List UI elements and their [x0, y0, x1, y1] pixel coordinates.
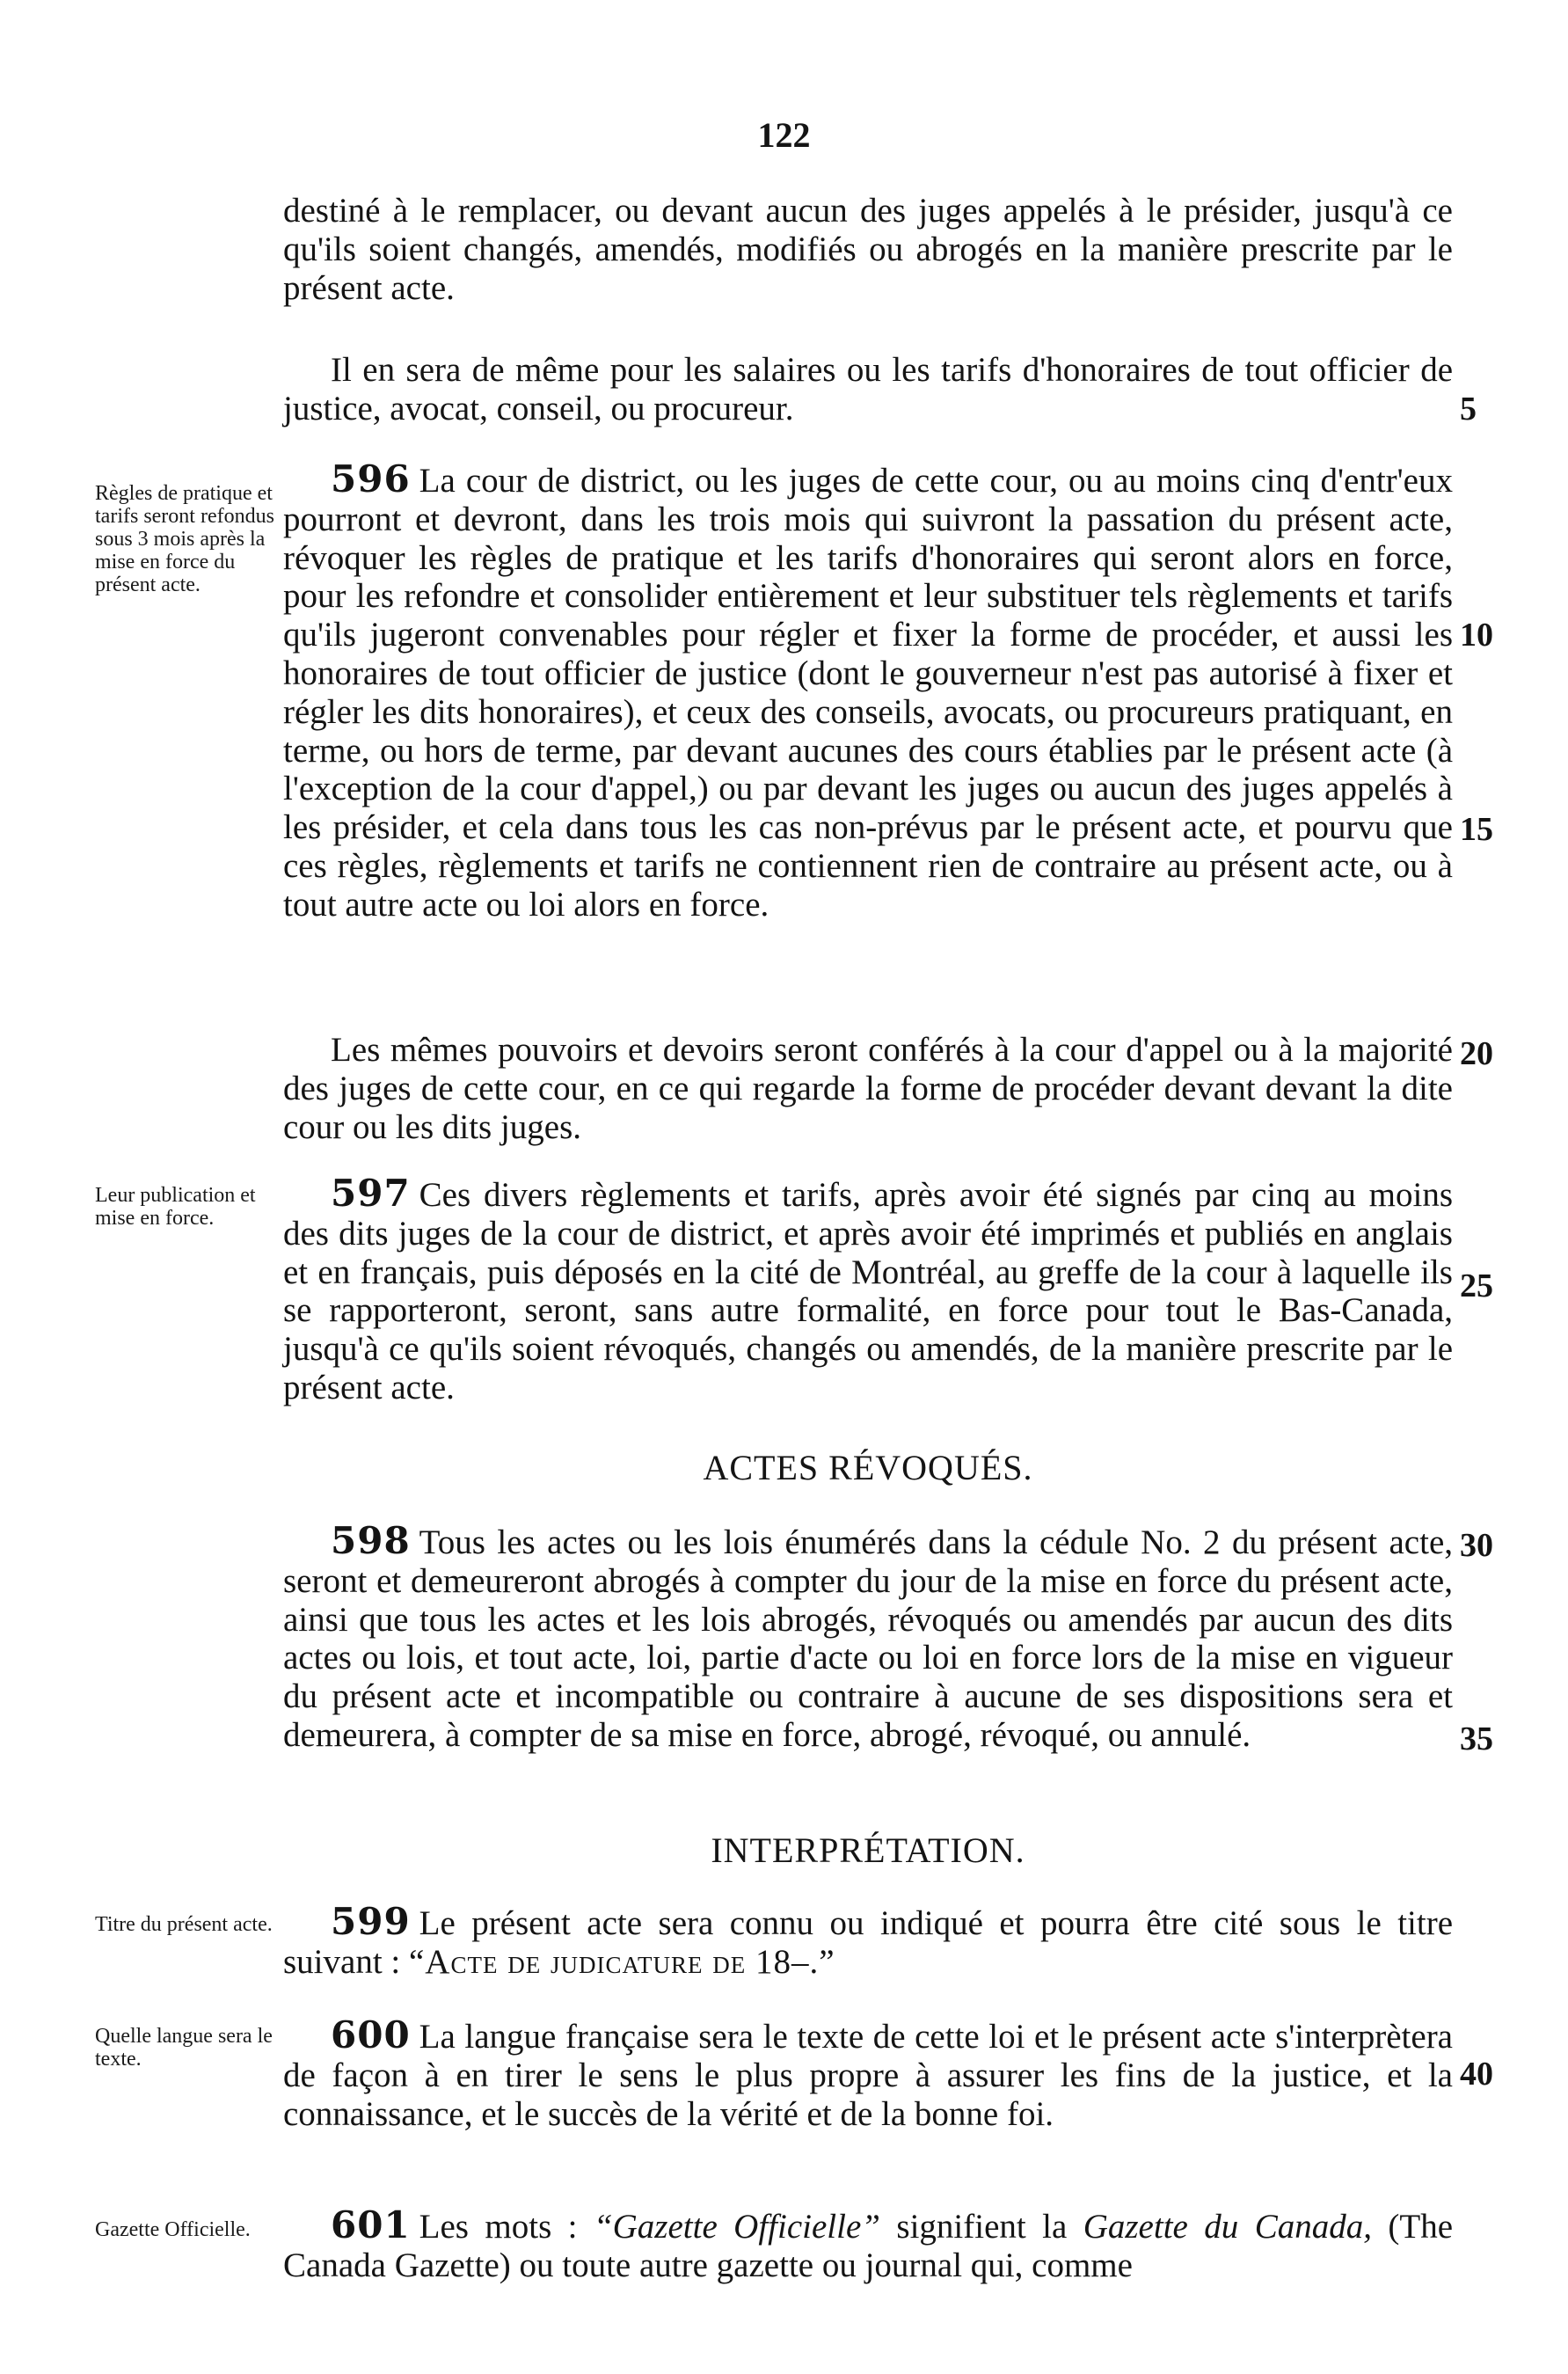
section-text: signifient la: [896, 2208, 1068, 2246]
line-number: 5: [1460, 391, 1477, 427]
act-title: “Acte de judicature de 18–.”: [409, 1942, 835, 1981]
line-number: 40: [1460, 2056, 1493, 2093]
paragraph-continuation: [283, 192, 1453, 307]
line-number: 35: [1460, 1720, 1493, 1757]
section-text: (The Canada Gazette) ou toute autre gazette ou journal qui, comme: [283, 2208, 1454, 2284]
section-number: 596: [331, 457, 411, 500]
section-599: [283, 1900, 1453, 1982]
line-number: 25: [1460, 1267, 1493, 1304]
section-number: 598: [331, 1519, 411, 1562]
section-597: [283, 1174, 1453, 1407]
margin-note-601: Gazette Officielle.: [95, 2218, 251, 2241]
margin-note-600: Quelle langue sera le texte.: [95, 2025, 273, 2071]
page-number: 122: [757, 115, 811, 155]
section-text: La langue française sera le texte de cette loi et le présent acte s'interprètera de façon à en tirer le sens le plus propre à assurer les fins de la justice, et la connaissance, et le succès de la vérité et de la bonne foi.: [283, 2018, 1453, 2133]
section-text: Tous les actes ou les lois énumérés dans la cédule No. 2 du présent acte, seront et demeureront abrogés à compter du jour de la mise en force du présent acte, ainsi que tous les actes et les lois abrogés, révoqués ou amendés par aucun des dits actes ou lois, et tout acte, loi, partie d'acte ou loi en force lors de la mise en vigueur du présent acte et incompatible ou contraire à aucune de ses dispositions sera et demeurera, à compter de sa mise en force, abrogé, révoqué, ou annulé.: [283, 1523, 1453, 1754]
margin-note-597: Leur publication et mise en force.: [95, 1184, 256, 1230]
line-number: 20: [1460, 1035, 1493, 1072]
section-number: 597: [331, 1172, 411, 1215]
margin-note-599: Titre du présent acte.: [95, 1913, 273, 1936]
section-number: 600: [331, 2013, 411, 2056]
gazette-officielle-term: “Gazette Officielle”: [593, 2208, 880, 2246]
section-600: [283, 2013, 1453, 2133]
section-number: 599: [331, 1900, 411, 1943]
paragraph-text: Les mêmes pouvoirs et devoirs seront conférés à la cour d'appel ou à la majorité des juges de cette cour, en ce qui regarde la forme de procéder devant devant la dite cour ou les dits juges.: [283, 1031, 1453, 1146]
heading-interpretation: INTERPRÉTATION.: [711, 1830, 1025, 1870]
paragraph-text: destiné à le remplacer, ou devant aucun des juges appelés à le présider, jusqu'à ce qu'ils soient changés, amendés, modifiés ou abrogés en la manière prescrite par le présent acte.: [283, 192, 1453, 307]
section-598: [283, 1519, 1453, 1755]
section-601: [283, 2203, 1454, 2285]
line-number: 30: [1460, 1527, 1493, 1564]
paragraph-text: Il en sera de même pour les salaires ou les tarifs d'honoraires de tout officier de justice, avocat, conseil, ou procureur.: [283, 351, 1453, 427]
line-number: 10: [1460, 617, 1493, 654]
section-text: Les mots :: [419, 2208, 578, 2246]
line-number: 15: [1460, 811, 1493, 848]
margin-note-596: Règles de pratique et tarifs seront refondus sous 3 mois après la mise en force du présent acte.: [95, 482, 274, 596]
section-text: Le présent acte sera connu ou indiqué et pourra être cité sous le titre suivant :: [283, 1904, 1453, 1981]
gazette-du-canada-term: Gazette du Canada,: [1083, 2208, 1372, 2246]
heading-actes-revoques: ACTES RÉVOQUÉS.: [703, 1448, 1033, 1487]
section-number: 601: [331, 2203, 411, 2246]
section-text: Ces divers règlements et tarifs, après avoir été signés par cinq au moins des dits juges de la cour de district, et après avoir été imprimés et publiés en anglais et en français, puis déposés en la cité de Montréal, au greffe de la cour à laquelle ils se rapporteront, seront, sans autre formalité, en force pour tout le Bas-Canada, jusqu'à ce qu'ils soient révoqués, changés ou amendés, de la manière prescrite par le présent acte.: [283, 1176, 1453, 1406]
section-596: [283, 457, 1453, 924]
paragraph-cour-appel: [283, 1031, 1453, 1146]
section-text: La cour de district, ou les juges de cette cour, ou au moins cinq d'entr'eux pourront et devront, dans les trois mois qui suivront la passation du présent acte, révoquer les règles de pratique et les tarifs d'honoraires qui seront alors en force, pour les refondre et consolider entièrement et leur substituer tels règlements et tarifs qu'ils jugeront convenables pour régler et fixer la forme de procéder, et aussi les honoraires de tout officier de justice (dont le gouverneur n'est pas autorisé à fixer et régler les dits honoraires), et ceux des conseils, avocats, ou procureurs pratiquant, en terme, ou hors de terme, par devant aucunes des cours établies par le présent acte (à l'exception de la cour d'appel,) ou par devant les juges ou aucun des juges appelés à les présider, et cela dans tous les cas non-prévus par le présent acte, et pourvu que ces règles, règlements et tarifs ne contiennent rien de contraire au présent acte, ou à tout autre acte ou loi alors en force.: [283, 462, 1453, 924]
paragraph-salaires: [283, 351, 1453, 428]
